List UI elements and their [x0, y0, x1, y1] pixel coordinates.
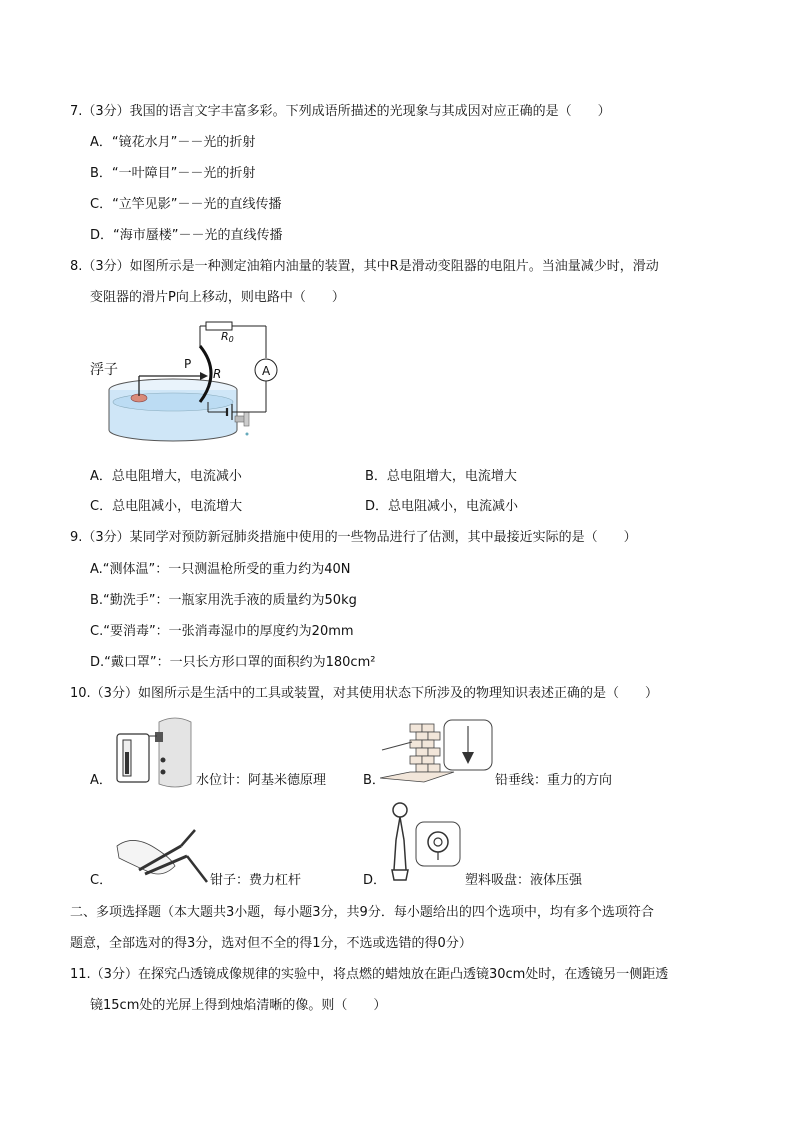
- q7-option-d: D．“海市蜃楼”－－光的直线传播: [90, 228, 283, 243]
- pliers-figure: [115, 826, 210, 886]
- q10-stem: 10.（3分）如图所示是生活中的工具或装置，对其使用状态下所涉及的物理知识表述正确的是（ ）: [70, 686, 658, 701]
- q9-option-d: D.“戴口罩”：一只长方形口罩的面积约为180cm²: [90, 655, 376, 670]
- q10-option-b-letter: B．: [363, 773, 385, 788]
- section2-line1: 二、多项选择题（本大题共3小题，每小题3分，共9分．每小题给出的四个选项中，均有多个选项符合: [70, 905, 654, 920]
- r0-subscript: 0: [228, 335, 234, 344]
- plumb-line-figure: [380, 716, 500, 794]
- slider-p-label: P: [184, 357, 192, 371]
- ammeter-label: A: [262, 364, 271, 378]
- q9-option-c: C.“要消毒”：一张消毒湿巾的厚度约为20mm: [90, 624, 354, 639]
- q10-option-a-letter: A．: [90, 773, 112, 788]
- q10-option-c-letter: C．: [90, 873, 113, 888]
- q8-option-a: A．总电阻增大，电流减小: [90, 469, 242, 484]
- q10-option-d-caption: 塑料吸盘：液体压强: [465, 873, 583, 888]
- q11-stem-line2: 镜15cm处的光屏上得到烛焰清晰的像。则（ ）: [90, 998, 387, 1013]
- resistor-r-label: R: [213, 367, 222, 381]
- q10-option-b-caption: 铅垂线：重力的方向: [495, 773, 613, 788]
- q11-stem-line1: 11.（3分）在探究凸透镜成像规律的实验中，将点燃的蜡烛放在距凸透镜30cm处时，在透镜另一侧距透: [70, 967, 669, 982]
- q7-option-b: B．“一叶障目”－－光的折射: [90, 166, 256, 181]
- oil-gauge-figure: [88, 318, 298, 448]
- q7-option-c: C．“立竿见影”－－光的直线传播: [90, 197, 282, 212]
- water-level-gauge-figure: [115, 714, 195, 794]
- suction-cup-figure: [380, 800, 465, 890]
- q7-stem: 7.（3分）我国的语言文字丰富多彩。下列成语所描述的光现象与其成因对应正确的是（ ）: [70, 104, 611, 119]
- float-label: 浮子: [90, 362, 118, 378]
- q10-option-c-caption: 钳子：费力杠杆: [210, 873, 302, 888]
- q7-option-a: A．“镜花水月”－－光的折射: [90, 135, 256, 150]
- q9-option-a: A.“测体温”：一只测温枪所受的重力约为40N: [90, 562, 351, 577]
- q8-stem-line1: 8.（3分）如图所示是一种测定油箱内油量的装置，其中R是滑动变阻器的电阻片。当油量减少时，滑动: [70, 259, 659, 274]
- section2-line2: 题意，全部选对的得3分，选对但不全的得1分，不选或选错的得0分）: [70, 936, 472, 951]
- q10-option-a-caption: 水位计：阿基米德原理: [196, 773, 327, 788]
- q8-option-d: D．总电阻减小，电流减小: [365, 499, 519, 514]
- r0-main: R: [221, 330, 229, 343]
- q9-stem: 9.（3分）某同学对预防新冠肺炎措施中使用的一些物品进行了估测，其中最接近实际的是（ ）: [70, 530, 637, 545]
- q8-option-b: B．总电阻增大，电流增大: [365, 469, 517, 484]
- q9-option-b: B.“勤洗手”：一瓶家用洗手液的质量约为50kg: [90, 593, 357, 608]
- q8-option-c: C．总电阻减小，电流增大: [90, 499, 243, 514]
- q10-option-d-letter: D．: [363, 873, 387, 888]
- resistor-r0-label: [221, 330, 234, 344]
- q8-stem-line2: 变阻器的滑片P向上移动，则电路中（ ）: [90, 290, 345, 305]
